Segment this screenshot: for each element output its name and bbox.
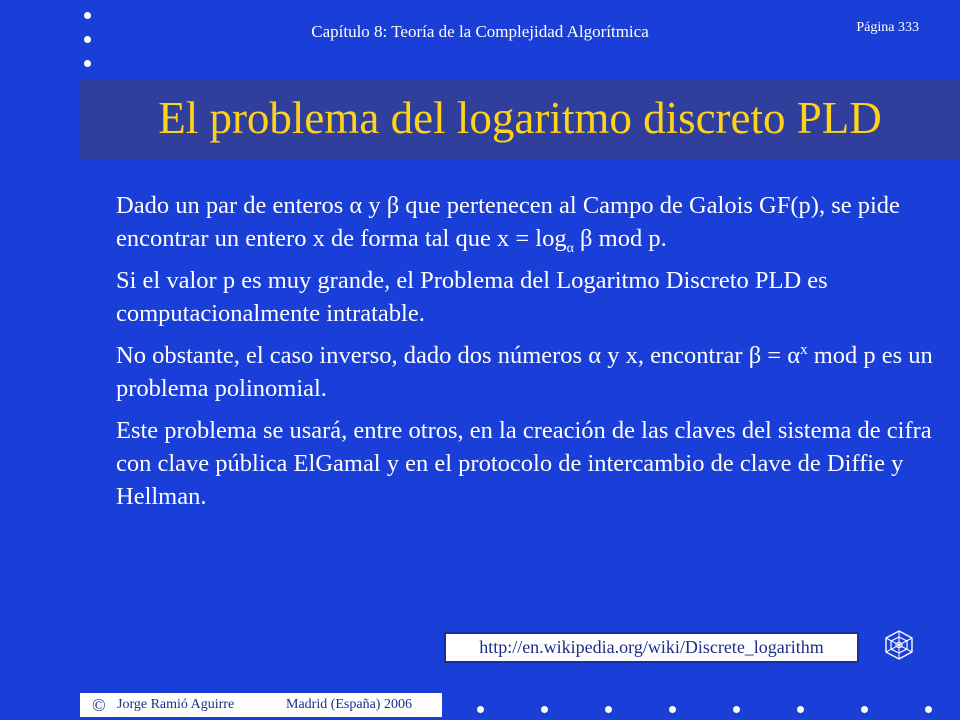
decorative-dot bbox=[541, 706, 548, 713]
paragraph-definition: Dado un par de enteros α y β que pertenecen al Campo de Galois GF(p), se pide encontrar un entero x de forma tal que $x = \log_\alpha \beta$ mod p. bbox=[116, 192, 900, 256]
beta-symbol: β bbox=[748, 342, 762, 369]
decorative-dot bbox=[733, 706, 740, 713]
footer-place-year: Madrid (España) 2006 bbox=[286, 697, 412, 712]
alpha-symbol: α bbox=[588, 342, 602, 369]
decorative-dot bbox=[477, 706, 484, 713]
decorative-dot bbox=[84, 60, 91, 67]
author-name: Jorge Ramió Aguirre bbox=[117, 697, 235, 712]
x-superscript: x bbox=[800, 342, 808, 358]
page-number: Página 333 bbox=[856, 20, 919, 35]
footer-bar bbox=[80, 693, 442, 717]
decorative-dot bbox=[669, 706, 676, 713]
decorative-dot bbox=[797, 706, 804, 713]
decorative-dot bbox=[925, 706, 932, 713]
decorative-dot bbox=[861, 706, 868, 713]
beta-symbol: β bbox=[580, 225, 593, 252]
copyright-symbol: © bbox=[92, 695, 106, 715]
alpha-symbol: α bbox=[787, 342, 801, 369]
decorative-dot bbox=[84, 12, 91, 19]
title-band bbox=[80, 80, 960, 159]
alpha-subscript: α bbox=[566, 241, 574, 256]
chapter-header: Capítulo 8: Teoría de la Complejidad Algorítmica bbox=[311, 22, 649, 41]
slide-body bbox=[116, 189, 936, 522]
spider-web-icon[interactable] bbox=[882, 628, 916, 662]
decorative-dot bbox=[605, 706, 612, 713]
slide-title: El problema del logaritmo discreto PLD bbox=[158, 93, 882, 143]
beta-symbol: β bbox=[386, 192, 400, 219]
paragraph-inverse: No obstante, el caso inverso, dado dos números α y x, encontrar $\beta = \alpha^x$ mod p es un problema polinomial. bbox=[116, 342, 933, 402]
wikipedia-link[interactable]: http://en.wikipedia.org/wiki/Discrete_logarithm bbox=[444, 632, 859, 663]
paragraph-usage: Este problema se usará, entre otros, en la creación de las claves del sistema de cifra con clave pública ElGamal y en el protocolo de intercambio de clave de Diffie y Hellman. bbox=[116, 417, 932, 510]
alpha-symbol: α bbox=[349, 192, 363, 219]
paragraph-intractable: Si el valor p es muy grande, el Problema del Logaritmo Discreto PLD es computacionalmente intratable. bbox=[116, 267, 828, 327]
